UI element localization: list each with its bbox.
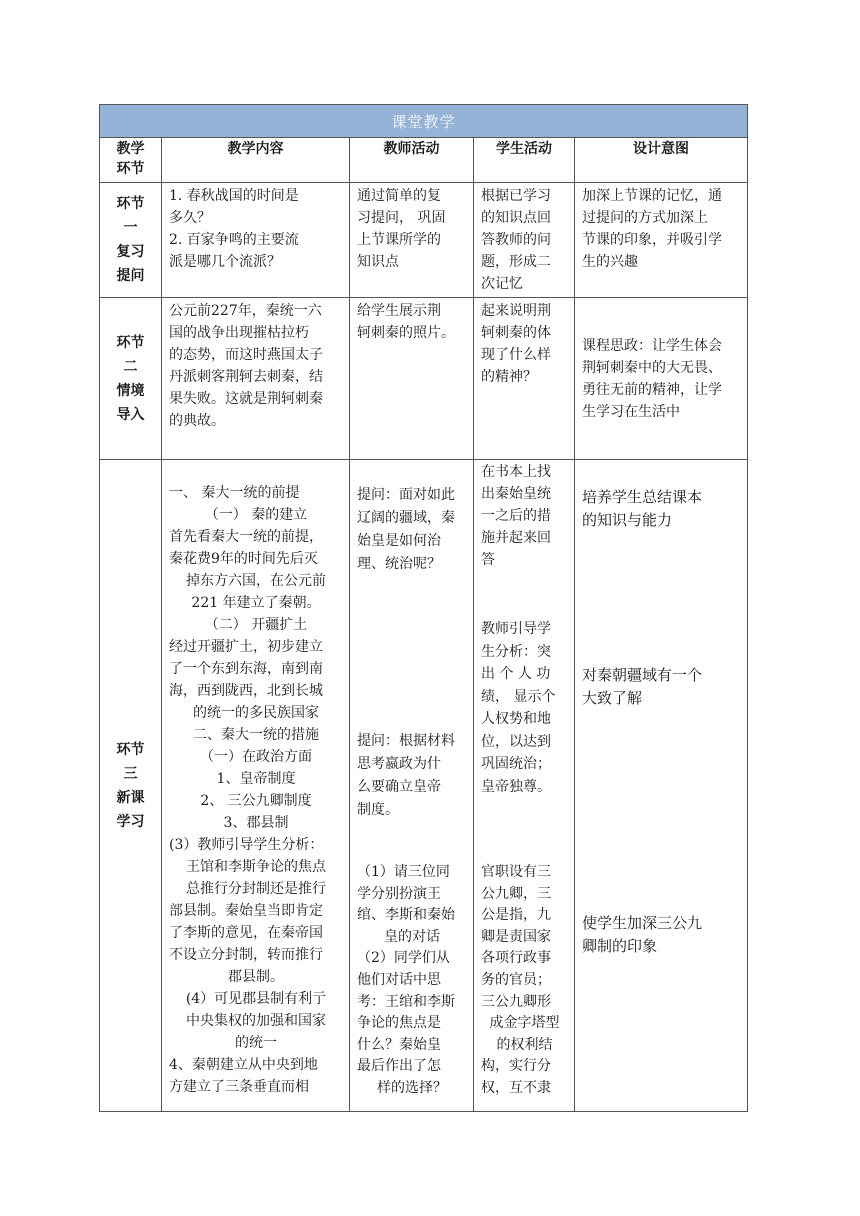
teacher-question-1: 提问：面对如此 辽阔的疆域，秦 始皇是如何治 理、统治呢？ (357, 487, 455, 572)
stage-cell: 环节 三 新课 学习 (100, 460, 162, 1112)
header-row (100, 138, 748, 183)
table-row (100, 183, 748, 298)
intent-note-3: 使学生加深三公九 卿制的印象 (582, 914, 703, 955)
header-student: 学生活动 (474, 138, 575, 183)
intent-cell (575, 460, 748, 1112)
content-cell: 一、 秦大一统的前提 （一） 秦的建立 首先看秦大一统的前提， 秦花费9年的时间先后灭 掉东方六国，在公元前 221 年建立了秦朝。 （二） 开疆扩土 经过开疆扩土，初步建立 了一个东到东海，南到南 海，西到陇西，北到长城 的统一的多民族国家 二、秦大一统的措施 （一）在政治方面 1、皇帝制度 2、 三公九卿制度 3、郡县制 (3）教师引导学生分析： 王馆和李斯争论的焦点 总推行分封制还是推行 部县制。秦始皇当即肯定 了李斯的意见，在秦帝国 不设立分封制，转而推行 郡县制。 (4）可见郡县制有利亍 中央集权的加强和国家 的统一 4、秦朝建立从中央到地 方建立了三条垂直而相 (162, 460, 350, 1112)
header-intent: 设计意图 (575, 138, 748, 183)
header-content: 教学内容 (162, 138, 350, 183)
content-cell: 1. 春秋战国的时间是 多久？ 2. 百家争鸣的主要流 派是哪几个流派？ (162, 183, 350, 298)
student-activity-1: 在书本上找 出秦始皇统 一之后的措 施并起来回 答 (481, 464, 551, 568)
table-row (100, 460, 748, 1112)
header-teacher: 教师活动 (350, 138, 474, 183)
teacher-activity-3: （1）请三位同 学分别扮演王 绾、李斯和秦始 皇的对话 （2）同学们从 他们对话中思 考：王绾和李斯 争论的焦点是 什么？秦始皇 最后作出了怎 样的选择？ (357, 864, 455, 1096)
teacher-question-2: 提问：根据材料 思考嬴政为什 么要确立皇帝 制度。 (357, 733, 455, 818)
intent-note-1: 培养学生总结课本 的知识与能力 (582, 488, 703, 529)
content-cell: 公元前227年，秦统一六 国的战争出现摧枯拉朽 的态势，而这时燕国太子 丹派刺客荆轲去刺秦，结 果失败。这就是荆轲刺秦 的典故。 (162, 298, 350, 460)
intent-note-2: 对秦朝疆域有一个 大致了解 (582, 666, 703, 707)
student-activity-2: 教师引导学 生分析：突 出 个 人 功 绩， 显示个 人权势和地 位，以达到 巩固统治； 皇帝独尊。 (481, 621, 556, 795)
stage-cell: 环节 二 情境 导入 (100, 298, 162, 460)
teacher-cell: 通过简单的复 习提问， 巩固 上节课所学的 知识点 (350, 183, 474, 298)
stage-cell: 环节 一 复习 提问 (100, 183, 162, 298)
student-cell (474, 460, 575, 1112)
teacher-cell (350, 460, 474, 1112)
intent-cell: 课程思政：让学生体会 荆轲刺秦中的大无畏、 勇往无前的精神，让学 生学习在生活中 (575, 298, 748, 460)
table-banner: 课堂教学 (100, 105, 748, 138)
teacher-cell: 给学生展示荆 轲刺秦的照片。 (350, 298, 474, 460)
intent-cell: 加深上节课的记忆，通 过提问的方式加深上 节课的印象，并吸引学 生的兴趣 (575, 183, 748, 298)
student-cell: 起来说明荆 轲刺秦的体 现了什么样 的精神？ (474, 298, 575, 460)
header-stage: 教学 环节 (100, 138, 162, 183)
student-activity-3: 官职设有三 公九卿，三 公是指，九 卿是责国家 各项行政事 务的官员； 三公九卿形 成金字塔型 的权利结 构，实行分 权，互不隶 (481, 864, 560, 1096)
student-cell: 根据已学习 的知识点回 答教师的问 题，形成二 次记忆 (474, 183, 575, 298)
table-row (100, 298, 748, 460)
lesson-plan-table (99, 104, 748, 1112)
